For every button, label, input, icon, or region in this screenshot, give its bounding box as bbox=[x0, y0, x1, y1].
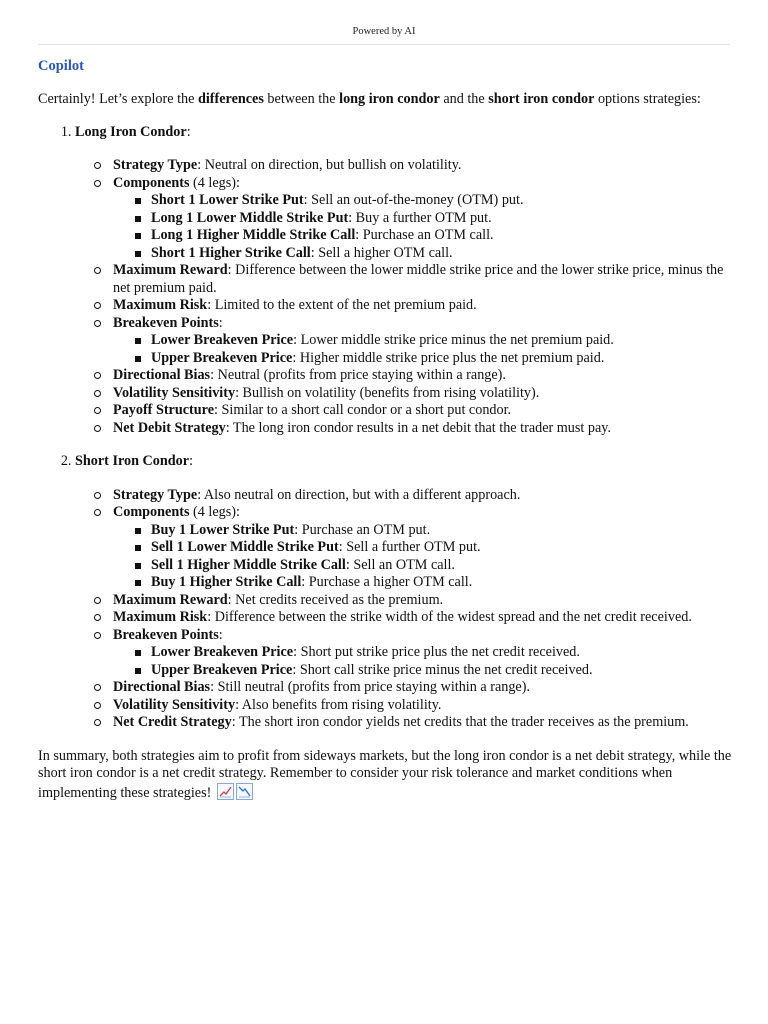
list-item bbox=[113, 627, 738, 680]
item-label: Volatility Sensitivity bbox=[113, 696, 236, 713]
message-content bbox=[38, 58, 738, 802]
sub-list-item bbox=[151, 522, 738, 540]
list-item bbox=[113, 714, 738, 732]
sub-item-label: Sell 1 Lower Middle Strike Put bbox=[151, 539, 339, 555]
list-item bbox=[113, 504, 738, 592]
item-text: : Limited to the extent of the net premium paid. bbox=[207, 297, 477, 313]
list-item bbox=[113, 315, 738, 368]
item-text: : Difference between the strike width of the widest spread and the net credit received. bbox=[207, 609, 692, 625]
item-label: Maximum Risk bbox=[113, 297, 208, 313]
item-label: Directional Bias bbox=[113, 679, 211, 695]
sub-item-text: : Purchase an OTM put. bbox=[294, 521, 431, 538]
powered-by-label: Powered by AI bbox=[352, 26, 416, 37]
sub-item-text: : Short call strike price minus the net credit received. bbox=[292, 661, 593, 678]
intro-text: options strategies: bbox=[594, 91, 701, 107]
sub-item-text: : Purchase a higher OTM call. bbox=[301, 574, 473, 590]
intro-text: and the bbox=[439, 91, 489, 107]
intro-emphasis: long iron condor bbox=[339, 91, 440, 107]
intro-paragraph bbox=[38, 91, 738, 109]
sub-item-list bbox=[113, 644, 738, 679]
sub-list-item bbox=[151, 245, 738, 263]
sub-item-text: : Higher middle strike price plus the net premium paid. bbox=[292, 349, 605, 366]
sub-item-text: : Sell a further OTM put. bbox=[338, 539, 481, 555]
item-text: : Similar to a short call condor or a short put condor. bbox=[214, 402, 512, 418]
list-item bbox=[113, 385, 738, 403]
section-title-text: Short Iron Condor bbox=[75, 453, 190, 469]
list-item bbox=[113, 697, 738, 715]
item-text: : bbox=[218, 314, 223, 331]
item-label: Directional Bias bbox=[113, 367, 211, 383]
item-label: Payoff Structure bbox=[113, 402, 214, 418]
item-label: Net Credit Strategy bbox=[113, 714, 232, 730]
sub-list-item bbox=[151, 332, 738, 350]
item-label: Volatility Sensitivity bbox=[113, 384, 236, 401]
section-title-text: Long Iron Condor bbox=[75, 123, 187, 140]
section-title: 1. Long Iron Condor: bbox=[75, 123, 191, 140]
sub-item-label: Long 1 Lower Middle Strike Put bbox=[151, 209, 349, 226]
list-item bbox=[113, 297, 738, 315]
sub-item-text: : Sell a higher OTM call. bbox=[310, 244, 453, 261]
list-item bbox=[113, 592, 738, 610]
intro-text: between the bbox=[263, 91, 340, 107]
sub-item-label: Short 1 Higher Strike Call bbox=[151, 244, 311, 261]
item-text: : Also neutral on direction, but with a different approach. bbox=[197, 486, 521, 503]
summary-paragraph bbox=[38, 748, 738, 803]
list-item bbox=[113, 157, 738, 175]
sub-list-item bbox=[151, 350, 738, 368]
sub-list-item bbox=[151, 557, 738, 575]
strategy-sections bbox=[38, 124, 738, 732]
strategy-section bbox=[75, 124, 738, 438]
list-item bbox=[113, 679, 738, 697]
sub-item-list bbox=[113, 522, 738, 592]
intro-emphasis: short iron condor bbox=[488, 91, 595, 107]
list-item bbox=[113, 367, 738, 385]
item-label: Strategy Type bbox=[113, 486, 198, 503]
sender-name: Copilot bbox=[38, 58, 84, 74]
item-text: : Neutral on direction, but bullish on volatility. bbox=[197, 157, 462, 173]
section-item-list bbox=[75, 487, 738, 732]
item-label: Net Debit Strategy bbox=[113, 419, 226, 436]
item-text: : Also benefits from rising volatility. bbox=[235, 696, 442, 713]
list-item bbox=[113, 487, 738, 505]
sub-item-label: Lower Breakeven Price bbox=[151, 332, 294, 348]
list-item bbox=[113, 175, 738, 263]
item-text: : The long iron condor results in a net debit that the trader must pay. bbox=[225, 419, 612, 436]
sub-list-item bbox=[151, 192, 738, 210]
sub-item-label: Long 1 Higher Middle Strike Call bbox=[151, 227, 356, 243]
item-label: Breakeven Points bbox=[113, 626, 219, 643]
item-text: : Difference between the lower middle strike price and the lower strike price, minus the net premium paid. bbox=[113, 262, 724, 296]
sub-item-text: : Sell an OTM call. bbox=[345, 556, 455, 573]
sub-list-item bbox=[151, 539, 738, 557]
summary-text: In summary, both strategies aim to profit from sideways markets, but the long iron condor is a net debit strategy, while the short iron condor is a net credit strategy. Remember to consider your risk tolerance and market conditions when implementing these strategies! bbox=[38, 747, 732, 801]
chart-increasing-icon bbox=[217, 783, 234, 800]
sub-item-text: : Sell an out-of-the-money (OTM) put. bbox=[303, 192, 524, 208]
chart-decreasing-icon bbox=[236, 783, 253, 800]
item-text: : Bullish on volatility (benefits from rising volatility). bbox=[235, 384, 540, 401]
sub-item-label: Upper Breakeven Price bbox=[151, 349, 293, 366]
list-item bbox=[113, 402, 738, 420]
sub-item-label: Short 1 Lower Strike Put bbox=[151, 192, 304, 208]
sub-item-text: : Lower middle strike price minus the net premium paid. bbox=[293, 332, 614, 348]
item-label: Strategy Type bbox=[113, 157, 198, 173]
item-text: : Net credits received as the premium. bbox=[227, 591, 444, 608]
section-item-list bbox=[75, 157, 738, 437]
page-header bbox=[38, 26, 730, 45]
sub-item-text: : Buy a further OTM put. bbox=[348, 209, 492, 226]
sub-item-label: Buy 1 Higher Strike Call bbox=[151, 574, 302, 590]
item-label: Components bbox=[113, 174, 190, 191]
section-title: 2. Short Iron Condor: bbox=[75, 453, 194, 469]
item-label: Maximum Reward bbox=[113, 262, 228, 278]
sub-list-item bbox=[151, 210, 738, 228]
sub-item-list bbox=[113, 192, 738, 262]
sub-item-list bbox=[113, 332, 738, 367]
sub-item-label: Upper Breakeven Price bbox=[151, 661, 293, 678]
item-label: Maximum Risk bbox=[113, 609, 208, 625]
sub-list-item bbox=[151, 662, 738, 680]
item-text: : bbox=[218, 626, 223, 643]
list-item bbox=[113, 262, 738, 297]
item-label: Components bbox=[113, 504, 190, 520]
item-text: (4 legs): bbox=[189, 174, 240, 191]
strategy-section bbox=[75, 453, 738, 732]
item-label: Maximum Reward bbox=[113, 591, 228, 608]
item-text: : The short iron condor yields net credits that the trader receives as the premium. bbox=[231, 714, 689, 730]
item-text: : Neutral (profits from price staying within a range). bbox=[210, 367, 506, 383]
sub-list-item bbox=[151, 227, 738, 245]
intro-text: Certainly! Let’s explore the bbox=[38, 91, 198, 107]
item-text: : Still neutral (profits from price staying within a range). bbox=[210, 679, 531, 695]
list-item bbox=[113, 420, 738, 438]
sub-list-item bbox=[151, 574, 738, 592]
item-text: (4 legs): bbox=[189, 504, 240, 520]
sub-list-item bbox=[151, 644, 738, 662]
sub-item-label: Lower Breakeven Price bbox=[151, 644, 294, 660]
list-item bbox=[113, 609, 738, 627]
sub-item-label: Sell 1 Higher Middle Strike Call bbox=[151, 556, 346, 573]
item-label: Breakeven Points bbox=[113, 314, 219, 331]
sub-item-label: Buy 1 Lower Strike Put bbox=[151, 521, 295, 538]
sub-item-text: : Purchase an OTM call. bbox=[355, 227, 494, 243]
sub-item-text: : Short put strike price plus the net credit received. bbox=[293, 644, 580, 660]
intro-emphasis: differences bbox=[197, 91, 264, 107]
